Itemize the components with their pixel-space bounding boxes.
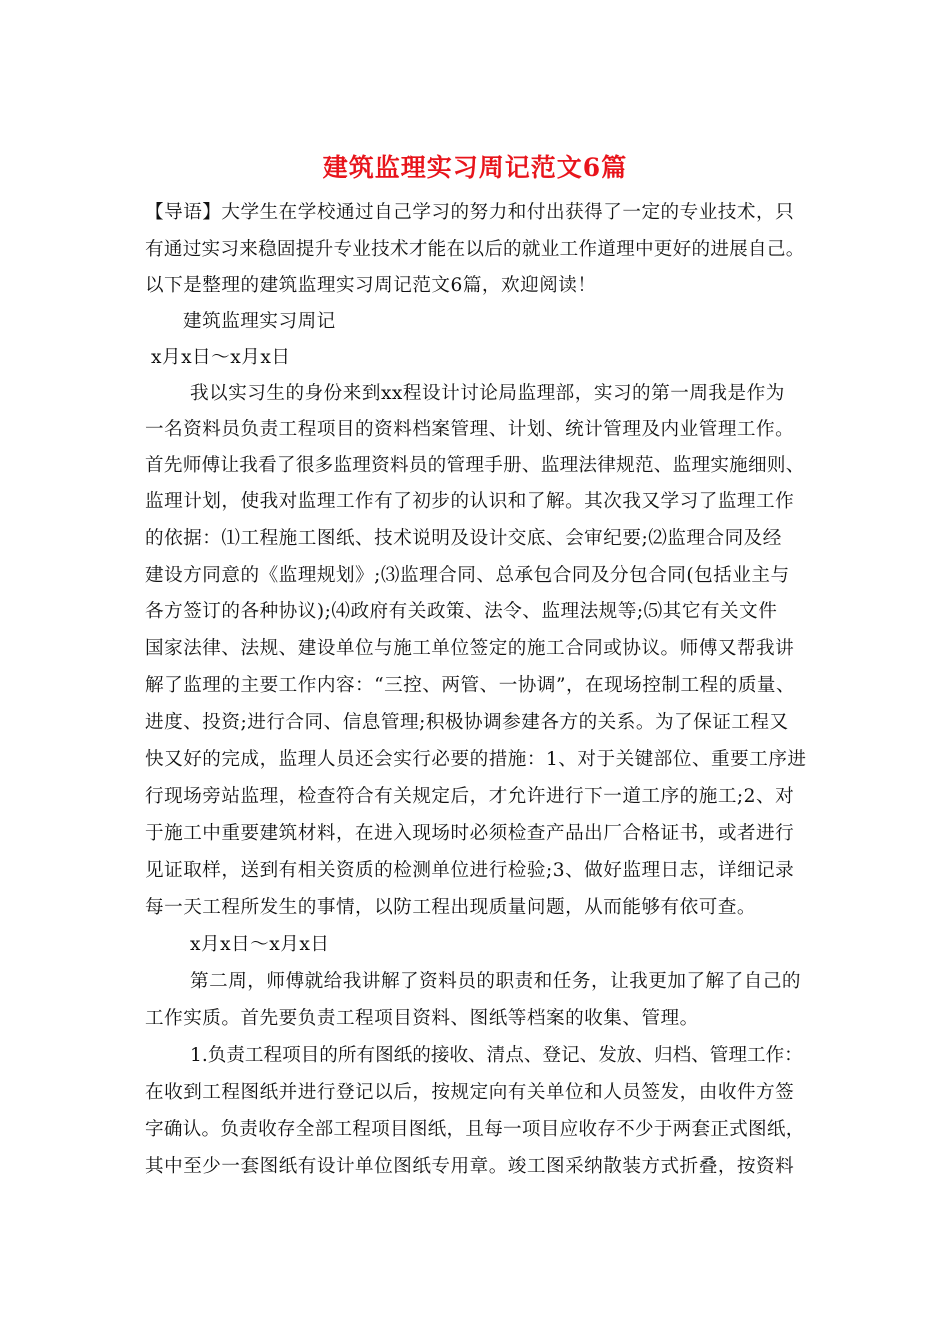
intro-line: 【导语】大学生在学校通过自己学习的努力和付出获得了一定的专业技术，只 xyxy=(145,202,795,223)
paragraph-line: 第二周，师傅就给我讲解了资料员的职责和任务，让我更加了解了自己的 xyxy=(190,971,802,992)
section-heading: 建筑监理实习周记 xyxy=(183,311,336,332)
paragraph-line: 工作实质。首先要负责工程项目资料、图纸等档案的收集、管理。 xyxy=(145,1008,699,1029)
paragraph-line: 于施工中重要建筑材料，在进入现场时必须检查产品出厂合格证书，或者进行 xyxy=(145,823,795,844)
paragraph-line: 见证取样，送到有相关资质的检测单位进行检验;3、做好监理日志，详细记录 xyxy=(145,860,795,881)
paragraph-line: 解了监理的主要工作内容：“三控、两管、一协调”，在现场控制工程的质量、 xyxy=(145,675,796,696)
paragraph-line: 各方签订的各种协议);⑷政府有关政策、法令、监理法规等;⑸其它有关文件 xyxy=(145,601,778,622)
intro-line: 有通过实习来稳固提升专业技术才能在以后的就业工作道理中更好的进展自己。 xyxy=(145,239,805,260)
paragraph-line: 在收到工程图纸并进行登记以后，按规定向有关单位和人员签发，由收件方签 xyxy=(145,1082,795,1103)
paragraph-line: 监理计划，使我对监理工作有了初步的认识和了解。其次我又学习了监理工作 xyxy=(145,491,795,512)
paragraph-line: 国家法律、法规、建设单位与施工单位签定的施工合同或协议。师傅又帮我讲 xyxy=(145,638,795,659)
paragraph-line: 一名资料员负责工程项目的资料档案管理、计划、统计管理及内业管理工作。 xyxy=(145,419,795,440)
paragraph-line: 行现场旁站监理，检查符合有关规定后，才允许进行下一道工序的施工;2、对 xyxy=(145,786,795,807)
paragraph-line: 其中至少一套图纸有设计单位图纸专用章。竣工图采纳散装方式折叠，按资料 xyxy=(145,1156,795,1177)
paragraph-line: 的依据：⑴工程施工图纸、技术说明及设计交底、会审纪要;⑵监理合同及经 xyxy=(145,528,782,549)
paragraph-line: 进度、投资;进行合同、信息管理;积极协调参建各方的关系。为了保证工程又 xyxy=(145,712,789,733)
paragraph-line: 每一天工程所发生的事情，以防工程出现质量问题，从而能够有依可查。 xyxy=(145,897,757,918)
paragraph-line: 首先师傅让我看了很多监理资料员的管理手册、监理法律规范、监理实施细则、 xyxy=(145,455,805,476)
paragraph-line: 我以实习生的身份来到xx程设计讨论局监理部，实习的第一周我是作为 xyxy=(190,383,785,404)
paragraph-line: 建设方同意的《监理规划》;⑶监理合同、总承包合同及分包合同(包括业主与 xyxy=(145,565,790,586)
document-title: 建筑监理实习周记范文6篇 xyxy=(322,153,628,182)
paragraph-line: 1.负责工程项目的所有图纸的接收、清点、登记、发放、归档、管理工作： xyxy=(190,1045,803,1066)
intro-line: 以下是整理的建筑监理实习周记范文6篇，欢迎阅读！ xyxy=(145,275,597,296)
paragraph-line: 快又好的完成，监理人员还会实行必要的措施：1、对于关键部位、重要工序进 xyxy=(145,749,807,770)
paragraph-line: 字确认。负责收存全部工程项目图纸，且每一项目应收存不少于两套正式图纸， xyxy=(145,1119,805,1140)
date-range: x月x日～x月x日 xyxy=(151,347,291,368)
date-range: x月x日～x月x日 xyxy=(190,934,330,955)
